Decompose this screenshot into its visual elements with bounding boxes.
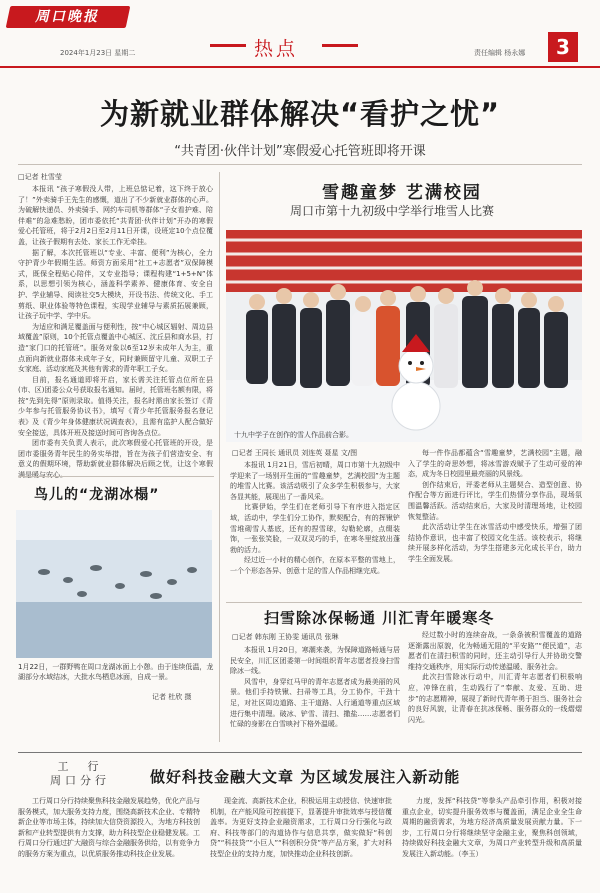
column-divider (219, 172, 220, 742)
bank-name: 工 行 周口分行 (50, 760, 110, 787)
banner-rule (18, 752, 582, 753)
issue-date: 2024年1月23日 星期二 (60, 49, 136, 57)
crane-story-title: 鸟儿的“龙湖冰榻” (34, 487, 160, 503)
center-story-col1 (230, 460, 400, 600)
center-story-col2 (408, 448, 582, 600)
center-paragraph: 每一件作品都蕴含“雪趣童梦，艺满校园”主题，融入了学生的奇思妙想，将冰雪游戏赋予了生动可爱的神态，成为冬日校园里最亮丽的风景线。 (408, 449, 582, 479)
center-story-byline: □记者 王同长 通讯员 刘连英 聂星 文/图 (232, 449, 358, 457)
story2-paragraph: 经过数小时的连续奋战，一条条被积雪覆盖的道路逐渐露出原貌，化为畅通无阻的“平安路”“便民道”，志愿者们在清扫积雪的同时，还主动引导行人并协助交警维持交通秩序，用实际行动传递温暖、服务社会。 (408, 631, 582, 671)
story2-paragraph: 本报讯 1月20日，寒潮来袭，为保障道路畅通与居民安全，川汇区团委第一时间组织青年志愿者投身扫雪除冰一线。 (230, 646, 400, 676)
section-bar-left (210, 44, 246, 47)
photo-caption: 十九中学子在创作的雪人作品前合影。 (234, 431, 353, 439)
bottom-headline: 做好科技金融大文章 为区域发展注入新动能 (150, 768, 461, 786)
center-story-title: 雪趣童梦 艺满校园 (322, 183, 482, 203)
crane-photo-credit: 记者 杜欣 摄 (152, 693, 192, 701)
bottom-col1: 工行周口分行持续聚焦科技金融发展趋势，优化产品与服务模式，加大服务支持力度，围绕高新技术企业、专精特新企业等市场主体，持续加大信贷资源投入，为地方科技创新和产业转型提供有力支撑，助力科技型企业稳健发展。工行周口分行通过扩大融资与综合金融服务供给，以有竞争力的服务方案为重点，以优质服务推动科技企业发展。 (18, 797, 200, 858)
bottom-col3: 力度，发挥“科技贷”等拳头产品牵引作用，积极对接重点企业，切实提升服务效率与覆盖面，满足企业全生命周期的融资需求，为地方经济高质量发展贡献力量。下一步，工行周口分行将继续坚守金融主业，聚焦科创领域，持续做好科技金融大文章，为周口产业转型升级和高质量发展注入新动能。（李玉） (402, 797, 582, 858)
main-paragraph: 团市委有关负责人表示，此次寒假爱心托管班的开设，是团市委服务青年民生的务实举措，旨在为孩子们营造安全、有意义的假期环境，帮助新就业群体解决后顾之忧，让这个寒假 (18, 439, 213, 469)
center-paragraph: 创作结束后，评委老师从主题契合、造型创意、协作配合等方面进行评比，学生们热情分享作品，现场氛围温馨活跃。活动结束后，大家及时清理场地，让校园恢复整洁。 (408, 480, 582, 521)
snowman-contest-photo (226, 230, 582, 442)
story2-byline: □记者 韩东刚 王协雯 通讯员 张琳 (232, 633, 339, 641)
center-paragraph: 比赛伊始，学生们在老师引导下有序进入指定区域，活动中，学生们分工协作，默契配合，有的挥锹铲雪堆砌雪人基底，还有的捏雪球，勾勒轮廓，点缀装饰，一张张笑脸，一双双灵巧的手，在寒冬里绽放出蓬勃的活力。 (230, 503, 400, 554)
story2-col1 (230, 645, 400, 745)
main-article-body (18, 184, 213, 474)
snowman-photo-illustration (226, 230, 582, 442)
masthead-rule (0, 66, 600, 68)
main-paragraph: 本报讯 “孩子寒假没人带，上班总惦记着，这下终于放心了！”外卖骑手王先生的感慨，道出了不少新就业群体的心声。为破解快递员、外卖骑手、网约车司机等群体“子女看护难、陪伴难”的急难愁盼，团市委依托“共青团·伙伴计划”开办的寒假爱心托管班，将于2月2日至2月11日开课，设班定10个点位覆盖，让孩子假期有去处、家长工作无牵挂。 (18, 185, 213, 246)
responsible-editor: 责任编辑 杨永娜 (474, 49, 526, 57)
crane-caption: 1月22日，一群野鸭在周口龙湖冰面上小憩。由于连续低温，龙湖部分水域结冰，大批水鸟栖息冰面，自成一景。 (18, 663, 214, 681)
story2-title: 扫雪除冰保畅通 川汇青年暖寒冬 (264, 609, 495, 627)
masthead (0, 0, 600, 62)
story2-col2 (408, 630, 582, 745)
story2-paragraph: 风雪中，身穿红马甲的青年志愿者成为最美丽的风景。他们手持铁锹、扫帚等工具，分工协作，干劲十足，对社区周边道路、主干道路、人行通道等重点区域进行集中清理。破冰、铲雪、清扫、撒盐……志愿者们忙碌的身影在白雪映衬下格外温暖。 (230, 677, 400, 729)
story2-paragraph: 此次扫雪除冰行动中，川汇青年志愿者们积极响应，冲锋在前，生动践行了“奉献、友爱、互助、进步”的志愿精神，展现了新时代青年勇于担当、服务社会的良好风貌，让青春在抗冰保畅、服务群众的一线熠熠闪光。 (408, 673, 582, 724)
center-paragraph: 此次活动让学生在冰雪活动中感受快乐，增强了团结协作意识，也丰富了校园文化生活。该校表示，将继续开展多样化活动，为学生搭建多元化成长平台，助力学生全面发展。 (408, 523, 582, 563)
center-paragraph: 本报讯 1月21日，雪后初晴，周口市第十九初级中学迎来了一场别开生面的“雪趣童梦，艺满校园”为主题的堆雪人比赛。该活动吸引了众多学生积极参与，大家各显其能，展现出了一番风采。 (230, 461, 400, 501)
main-paragraph: 为适应和满足覆盖面与便利性，按“中心城区辐射、周边县域覆盖”原则，10个托管点覆盖中心城区、沈丘县和商水县，打造“家门口的托管班”。服务对象以6至12岁未成年人为主，重点面向新就业群体未成年子女，同时兼顾留守儿童、双职工子女家庭、活动家庭及其他有需求的青年职工子女。 (18, 322, 213, 374)
main-paragraph: 据了解，本次托管班以“专业、丰富、便利”为核心，全力守护青少年假期生活。师资方面采用“社工+志愿者”双保障模式，既保全程贴心陪伴，又专业指导；课程构建“1+5+N”体系，以思想引领为核心，涵盖科学素养、健康体育、安全自护、学业辅导、阅读社交5大模块，开设书法、传统文化、手工剪纸、职业体验等特色课程，实现学业辅导与素质拓展兼顾，让孩子玩中学、学中乐。 (18, 248, 213, 321)
bottom-col2: 现金流、高新技术企业，积极运用主动授信、快速审批机制，在产能风险可控前提下，显著提升审批效率与授信覆盖率。为更好支持企业融资需求，工行周口分行强化与政府、科技等部门的沟道协作与信息共享，做实做好“科创贷”“科技贷”“小巨人”“科创积分贷”等产品方案，扩大对科技型企业的支持力度，加快推动企业科技创新。 (210, 797, 392, 858)
main-byline: □记者 杜雪莹 (18, 173, 62, 181)
page-number: 3 (548, 32, 578, 62)
story2-divider (226, 602, 582, 603)
main-subheadline: “共青团·伙伴计划”寒假爱心托管班即将开课 (174, 144, 426, 159)
lake-photo-illustration (16, 510, 212, 658)
lake-birds-photo (16, 510, 212, 658)
section-name: 热点 (254, 38, 299, 60)
main-paragraph: 目前，报名通道即将开启，家长需关注托管点位所在县(市、区)团委公众号获取报名通知。届时，托管班名额有限，将按“先到先得”原则录取。值得关注，报名时需由家长签订《青少年参与托管服务协议书》，填写《青少年托管服务报名登记表》及《青少年身体健康状况调查表》，且需有监护人配合做好安全接送，具体开班及接送时间可咨询各点位。 (18, 375, 213, 437)
crane-divider (18, 476, 214, 477)
section-bar-right (322, 44, 358, 47)
headline-divider (18, 164, 582, 165)
newspaper-logo: 周口晚报 (6, 6, 131, 28)
center-paragraph: 经过近一小时的精心创作，在原本平整的雪地上，一个个形态各异、创意十足的雪人作品相继完成。 (230, 556, 400, 575)
main-headline: 为新就业群体解决“看护之忧” (99, 97, 501, 131)
center-story-subtitle: 周口市第十九初级中学举行堆雪人比赛 (290, 204, 495, 218)
